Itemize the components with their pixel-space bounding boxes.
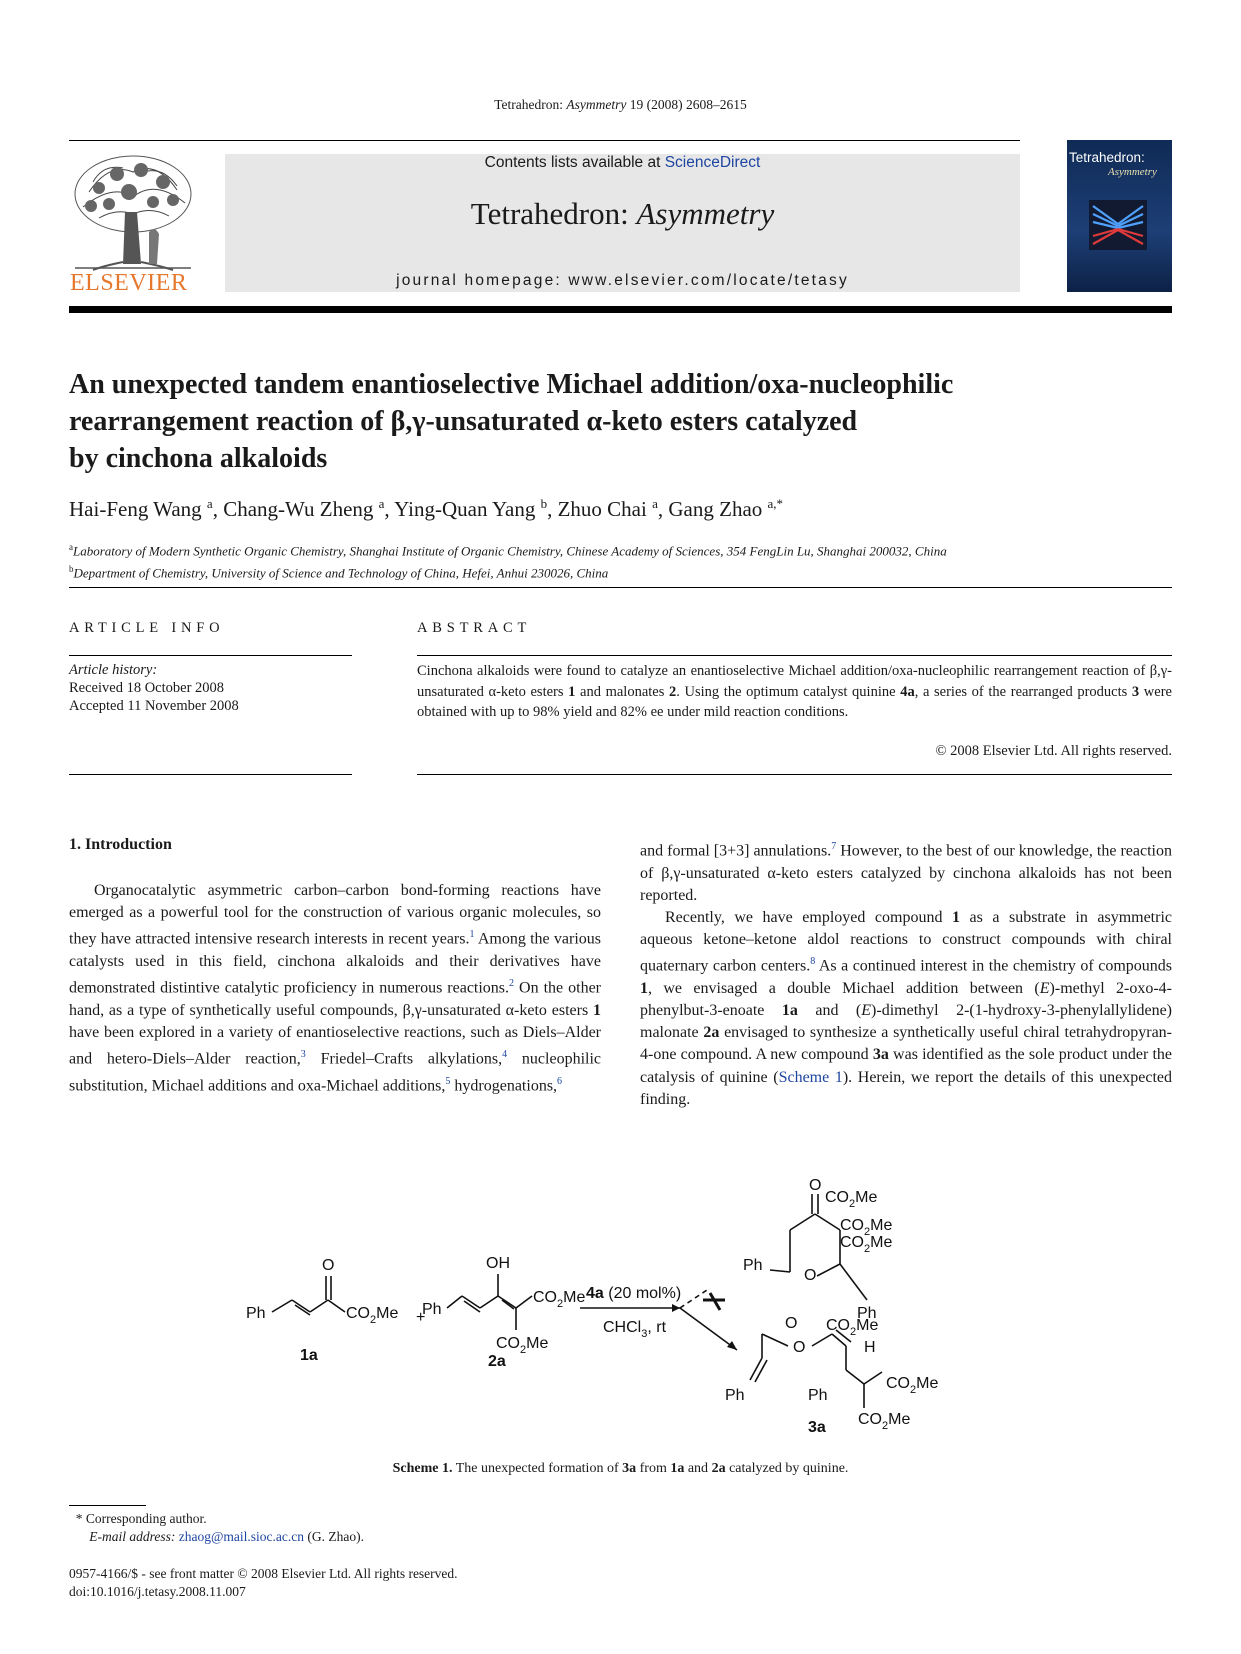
scheme-text-co2me: $CO_2Me$ <box>886 1375 939 1396</box>
corresponding-author-footnote: * Corresponding author. E-mail address: zhaog@mail.sioc.ac.cn (G. Zhao). <box>75 1511 364 1544</box>
intro-right-column <box>640 836 1172 1111</box>
scheme-text-ph: Ph <box>725 1387 745 1404</box>
title-line: by cinchona alkaloids <box>69 443 328 474</box>
citation[interactable]: 6 <box>557 1075 563 1087</box>
scheme-1-link[interactable]: Scheme 1 <box>778 1068 843 1086</box>
scheme-text-o: O <box>809 1177 822 1194</box>
footnote-rule <box>69 1505 146 1506</box>
scheme-text-ph: Ph <box>857 1305 877 1322</box>
issn-doi <box>69 1565 458 1601</box>
journal-title: Tetrahedron: Asymmetry <box>470 196 775 231</box>
citation[interactable]: 2 <box>509 978 515 990</box>
abstract-rule-bottom <box>417 774 1172 775</box>
citation[interactable]: 7 <box>831 841 837 852</box>
scheme-text-co2me: $CO_2Me$ <box>496 1335 549 1356</box>
abstract-text: Cinchona alkaloids were found to catalyze an enantioselective Michael addition/oxa-nucleophilic rearrangement reaction of β,γ-unsaturated α-keto esters 1 and malonates 2. Using the optimum catalyst quinine 4a, a series of the rearranged products 3 were obtained with up to 98% yield and 82% ee under mild reaction conditions. <box>417 663 1172 720</box>
abstract-heading: ABSTRACT <box>417 620 532 636</box>
citation[interactable]: 8 <box>810 956 816 968</box>
received-date: Received 18 October 2008 <box>69 680 225 696</box>
citation[interactable]: 5 <box>445 1075 451 1087</box>
article-info-heading: ARTICLE INFO <box>69 620 225 636</box>
scheme-text-co2me: $CO_2Me$ <box>825 1189 878 1210</box>
journal-homepage[interactable]: journal homepage: www.elsevier.com/locate/tetasy <box>396 272 849 289</box>
intro-left-column <box>69 880 601 1097</box>
label-2a: 2a <box>488 1353 506 1370</box>
masthead-thick-rule <box>69 306 1172 313</box>
reaction-solvent: CHCl$_3$, rt <box>603 1319 667 1340</box>
sciencedirect-link[interactable]: ScienceDirect <box>664 154 761 171</box>
running-head: Tetrahedron: Asymmetry 19 (2008) 2608–2615 <box>494 97 747 112</box>
author[interactable]: Ying-Quan Yang $^b$ <box>394 496 548 521</box>
title-line: An unexpected tandem enantioselective Michael addition/oxa-nucleophilic <box>69 369 954 400</box>
reaction-catalyst: 4a (20 mol%) <box>586 1285 682 1302</box>
cover-title: Tetrahedron: <box>1069 150 1145 165</box>
citation[interactable]: 4 <box>502 1049 508 1061</box>
abstract-copyright: © 2008 Elsevier Ltd. All rights reserved. <box>935 743 1172 759</box>
scheme-caption: Scheme 1. The unexpected formation of 3a from 1a and 2a catalyzed by quinine. <box>392 1461 849 1476</box>
article-history <box>69 661 239 715</box>
scheme-text-ph: Ph <box>808 1387 828 1404</box>
scheme-text-co2me: $CO_2Me$ <box>858 1411 911 1432</box>
scheme-text-h: H <box>864 1339 876 1356</box>
scheme-text-o: O <box>785 1315 798 1332</box>
scheme-text-o: O <box>793 1339 806 1356</box>
scheme-plus: + <box>416 1309 426 1326</box>
contents-line: Contents lists available at ScienceDirect <box>484 154 761 171</box>
scheme-text-o: O <box>322 1257 335 1274</box>
cover-subtitle: Asymmetry <box>1108 166 1157 178</box>
intro-paragraph: and formal [3+3] annulations.$^7$ However, to the best of our knowledge, the reaction of β,γ-unsaturated α-keto esters catalyzed by cinchona alkaloids has not been reported. <box>640 841 1172 904</box>
accepted-date: Accepted 11 November 2008 <box>69 698 239 714</box>
article-title <box>69 366 1172 477</box>
elsevier-wordmark: ELSEVIER <box>70 270 188 296</box>
scheme-text-co2me: $CO_2Me$ <box>346 1305 399 1326</box>
scheme-text-co2me: $CO_2Me$ <box>826 1317 879 1338</box>
scheme-text-o: O <box>804 1267 817 1284</box>
label-3a: 3a <box>808 1419 826 1436</box>
scheme-text-ph: Ph <box>743 1257 763 1274</box>
article-info-rule-bottom <box>69 774 352 775</box>
cover-strip <box>1051 140 1067 292</box>
author[interactable]: Gang Zhao $^{a,*}$ <box>668 496 784 521</box>
author[interactable]: Chang-Wu Zheng $^a$ <box>223 496 385 521</box>
header-rule <box>69 140 1020 141</box>
author-list: Hai-Feng Wang $^a$, Chang-Wu Zheng $^a$, Ying-Quan Yang $^b$, Zhuo Chai $^a$, Gang Zhao $^{a,*}$ <box>69 496 784 521</box>
doi-line[interactable]: doi:10.1016/j.tetasy.2008.11.007 <box>69 1584 246 1599</box>
scheme-1-reaction-diagram <box>240 1170 1000 1440</box>
article-info-rule <box>69 655 352 656</box>
label-1a: 1a <box>300 1347 318 1364</box>
issn-line: 0957-4166/$ - see front matter © 2008 Elsevier Ltd. All rights reserved. <box>69 1566 458 1581</box>
intro-paragraph: Recently, we have employed compound 1 as a substrate in asymmetric aqueous ketone–ketone aldol reactions to construct compounds with chiral quaternary carbon centers.$^8$ As a continued interest in the chemistry of compounds 1, we envisaged a double Michael addition between (E)-methyl 2-oxo-4-phenylbut-3-enoate 1a and (E)-dimethyl 2-(1-hydroxy-3-phenylallylidene) malonate 2a envisaged to synthesize a synthetically useful chiral tetrahydropyran-4-one compound. A new compound 3a was identified as the sole product under the catalysis of quinine (Scheme 1). Herein, we report the details of this unexpected finding. <box>640 908 1173 1108</box>
affiliation-a: $^a$Laboratory of Modern Synthetic Organic Chemistry, Shanghai Institute of Organic Chemistry, Chinese Academy of Sciences, 354 FengLin Lu, Shanghai 200032, China <box>69 542 947 559</box>
abstract-rule <box>417 655 1172 656</box>
title-rule <box>69 587 1172 588</box>
scheme-text-co2me: $CO_2Me$ <box>840 1234 893 1255</box>
section-heading-introduction: 1. Introduction <box>69 836 172 853</box>
affiliation-b: $^b$Department of Chemistry, University of Science and Technology of China, Hefei, Anhui 230026, China <box>69 564 609 581</box>
scheme-text-co2me: $CO_2Me$ <box>533 1289 586 1310</box>
scheme-text-oh: OH <box>486 1255 510 1272</box>
scheme-text-co2me: $CO_2Me$ <box>840 1217 893 1238</box>
citation[interactable]: 3 <box>300 1049 306 1061</box>
intro-paragraph: Organocatalytic asymmetric carbon–carbon bond-forming reactions have emerged as a powerful tool for the construction of various organic molecules, so they have attracted intensive research interests in recent years.$^1$ Among the various catalysts used in this field, cinchona alkaloids and their derivatives have demonstrated distintive catalytic proficiency in numerous reactions.$^2$ On the other hand, as a type of synthetically useful compounds, β,γ-unsaturated α-keto esters 1 have been explored in a variety of enantioselective reactions, such as Diels–Alder and hetero-Diels–Alder reaction,$^3$ Friedel–Crafts alkylations,$^4$ nucleophilic substitution, Michael additions and oxa-Michael additions,$^5$ hydrogenations,$^6$ <box>69 882 602 1094</box>
history-label: Article history: <box>69 662 158 678</box>
cover-art-icon <box>1089 200 1147 250</box>
affiliations <box>69 538 947 583</box>
scheme-text-ph: Ph <box>246 1305 266 1322</box>
author[interactable]: Zhuo Chai $^a$ <box>557 496 658 521</box>
title-line: rearrangement reaction of β,γ-unsaturated α-keto esters catalyzed <box>69 406 858 437</box>
citation[interactable]: 1 <box>469 929 475 941</box>
author-email-link[interactable]: zhaog@mail.sioc.ac.cn <box>178 1529 305 1544</box>
scheme-text-ph: Ph <box>422 1301 442 1318</box>
author[interactable]: Hai-Feng Wang $^a$ <box>69 496 213 521</box>
